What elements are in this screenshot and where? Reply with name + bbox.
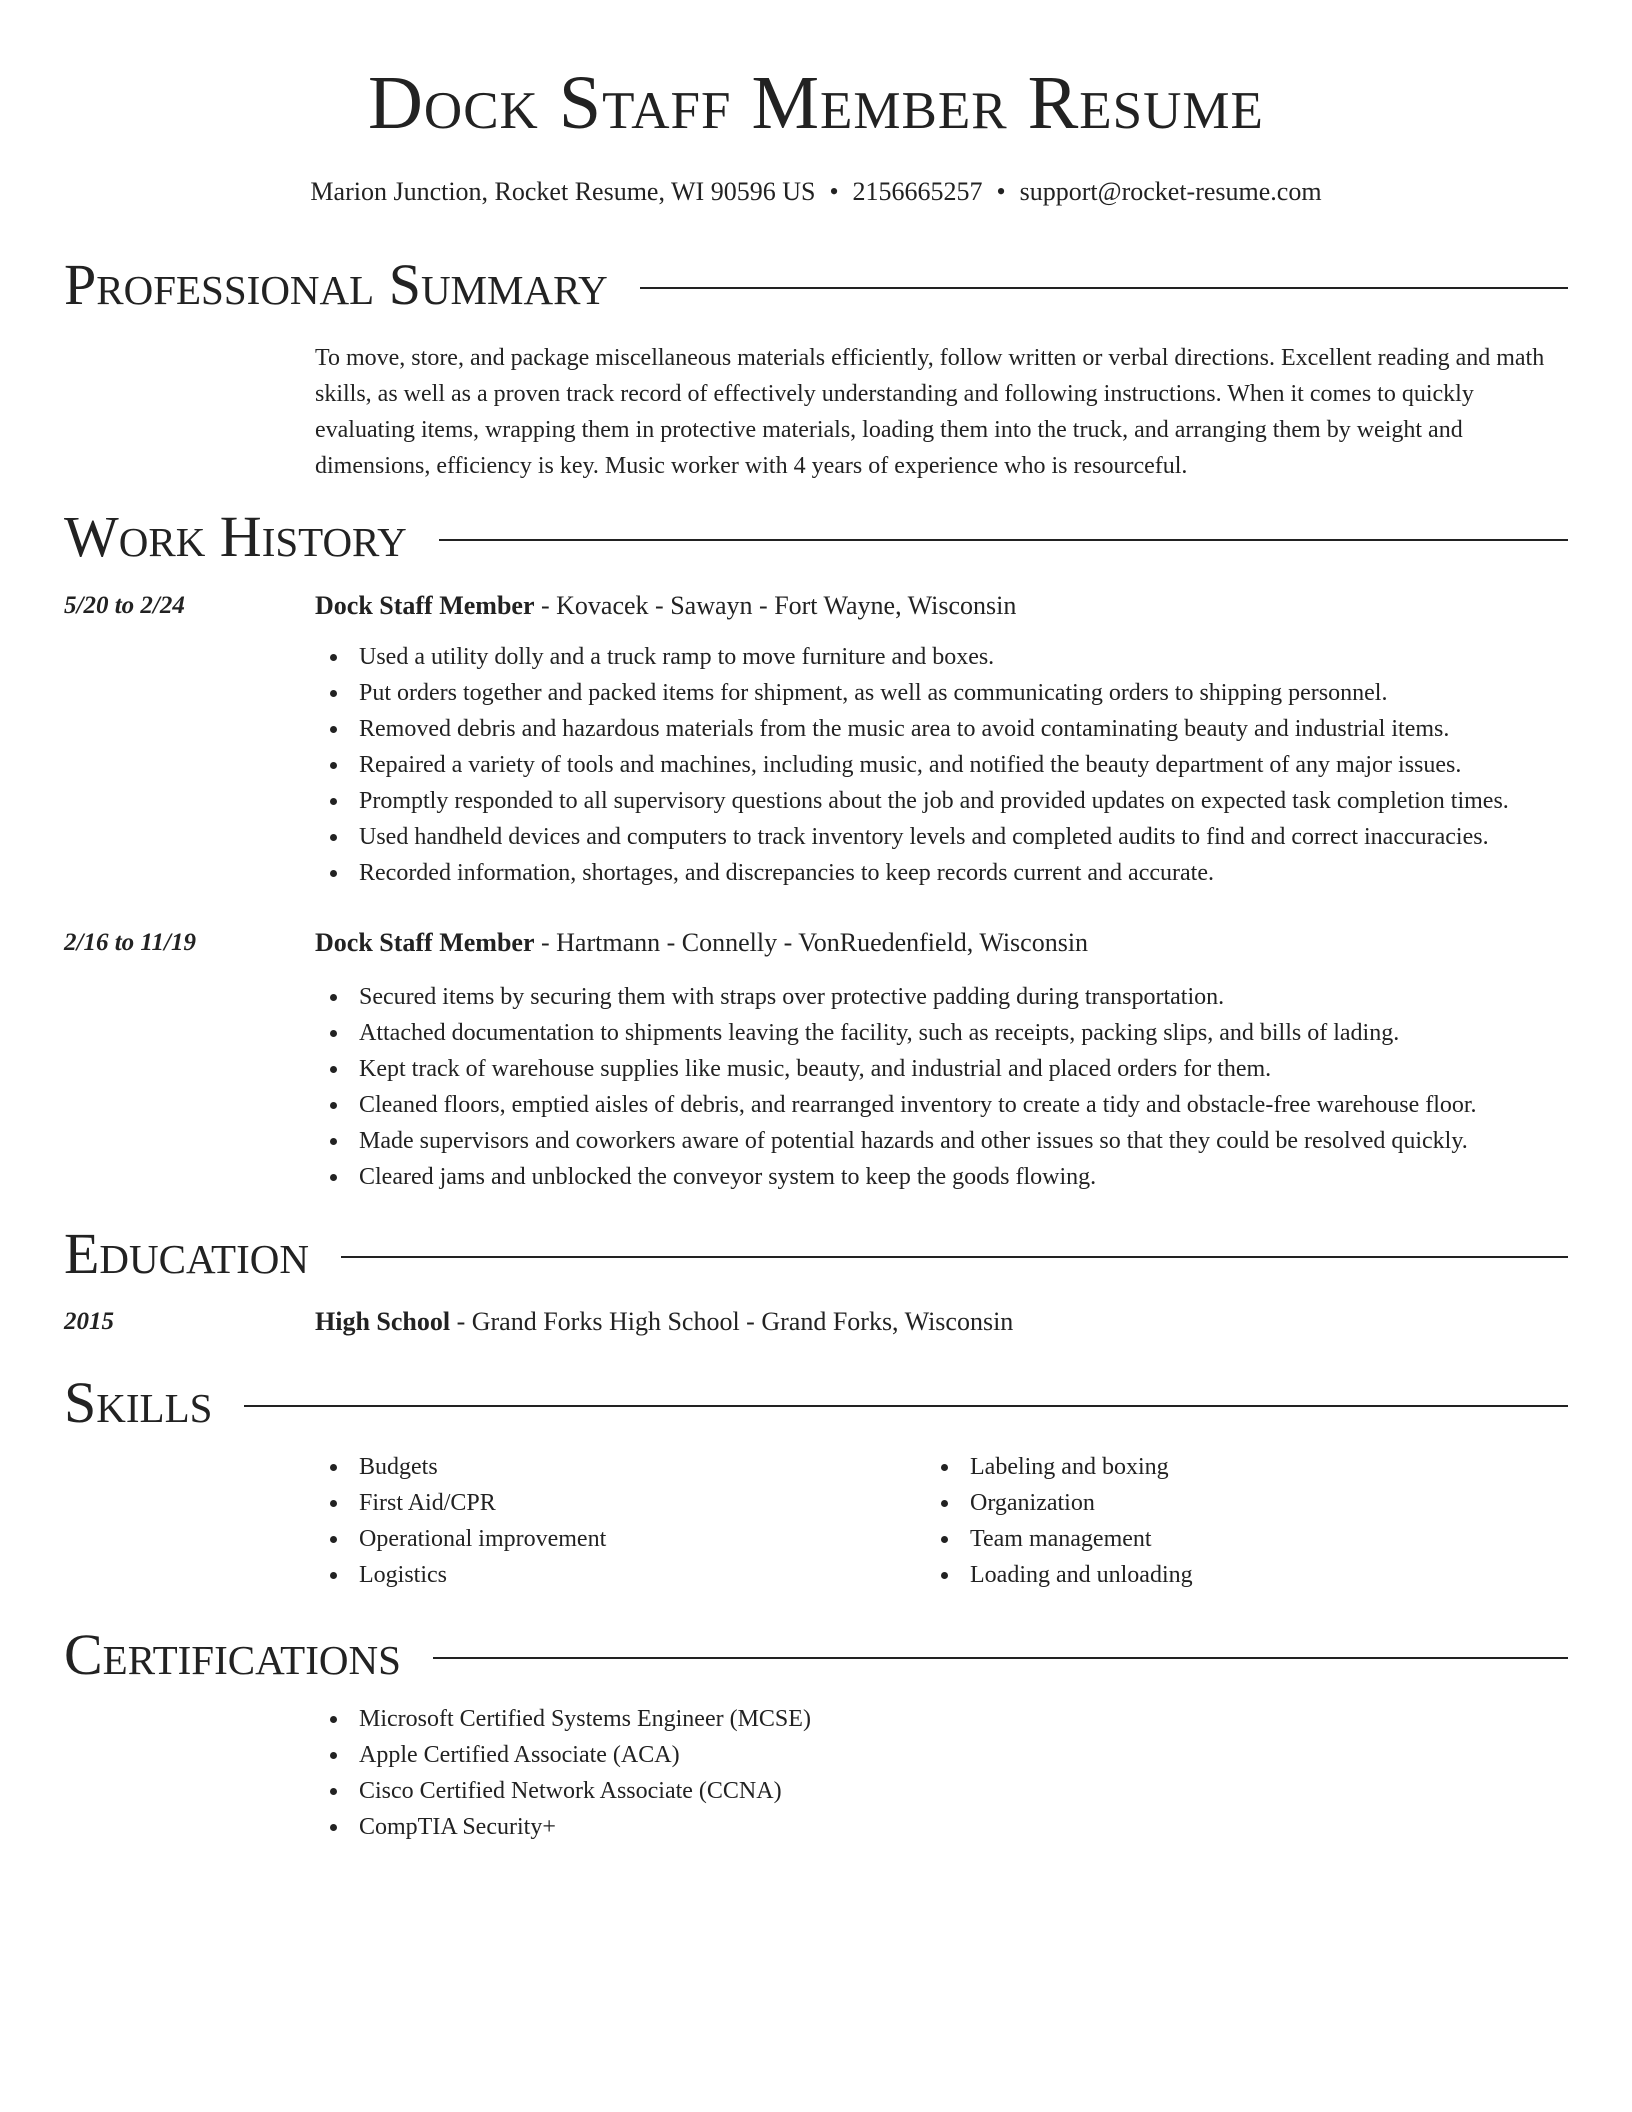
- section-header-work-history: [64, 504, 1568, 570]
- certification-item: Cisco Certified Network Associate (CCNA): [315, 1773, 811, 1809]
- skill-item: Labeling and boxing: [926, 1449, 1193, 1485]
- education-degree: High School: [315, 1307, 451, 1336]
- skill-item: Loading and unloading: [926, 1557, 1193, 1593]
- section-title-education: Education: [64, 1221, 309, 1286]
- section-header-summary: [64, 252, 1568, 318]
- section-divider: [341, 1256, 1568, 1258]
- certification-item: CompTIA Security+: [315, 1809, 811, 1845]
- job-bullet: Kept track of warehouse supplies like music, beauty, and industrial and placed orders for them.: [315, 1051, 1477, 1087]
- section-header-certifications: [64, 1622, 1568, 1688]
- job-bullet: Put orders together and packed items for shipment, as well as communicating orders to shipping personnel.: [315, 675, 1509, 711]
- job-bullets: [315, 979, 1477, 1195]
- resume-title: Dock Staff Member Resume: [368, 61, 1264, 145]
- job-bullet: Used a utility dolly and a truck ramp to move furniture and boxes.: [315, 639, 1509, 675]
- job-company: - Kovacek - Sawayn - Fort Wayne, Wisconsin: [534, 591, 1017, 620]
- job-bullet: Used handheld devices and computers to track inventory levels and completed audits to find and correct inaccuracies.: [315, 819, 1509, 855]
- certifications-list: [315, 1701, 811, 1845]
- skill-item: Team management: [926, 1521, 1193, 1557]
- skills-list-left: [315, 1449, 606, 1593]
- contact-address: Marion Junction, Rocket Resume, WI 90596 US: [310, 177, 816, 206]
- summary-text: To move, store, and package miscellaneous materials efficiently, follow written or verbal directions. Excellent reading and math skills, as well as a proven track record of effectively understanding and following instructions. When it comes to quickly evaluating items, wrapping them in protective materials, loading them into the truck, and arranging them by weight and dimensions, efficiency is key. Music worker with 4 years of experience who is resourceful.: [315, 345, 1545, 479]
- job-bullet: Attached documentation to shipments leaving the facility, such as receipts, packing slips, and bills of lading.: [315, 1015, 1477, 1051]
- job-bullet: Recorded information, shortages, and discrepancies to keep records current and accurate.: [315, 855, 1509, 891]
- section-divider: [433, 1657, 1568, 1659]
- job-dates: 2/16 to 11/19: [64, 929, 196, 956]
- job-title: Dock Staff Member: [315, 928, 535, 957]
- skill-item: Operational improvement: [315, 1521, 606, 1557]
- job-bullet: Repaired a variety of tools and machines, including music, and notified the beauty department of any major issues.: [315, 747, 1509, 783]
- job-bullet: Cleared jams and unblocked the conveyor system to keep the goods flowing.: [315, 1159, 1477, 1195]
- job-bullet: Made supervisors and coworkers aware of potential hazards and other issues so that they could be resolved quickly.: [315, 1123, 1477, 1159]
- job-dates: 5/20 to 2/24: [64, 592, 185, 619]
- education-heading: [315, 1304, 1568, 1340]
- job-heading: [315, 588, 1568, 624]
- certification-item: Apple Certified Associate (ACA): [315, 1737, 811, 1773]
- section-header-skills: [64, 1370, 1568, 1436]
- certification-item: Microsoft Certified Systems Engineer (MCSE): [315, 1701, 811, 1737]
- contact-separator: •: [996, 177, 1006, 206]
- section-divider: [640, 287, 1568, 289]
- contact-separator: •: [829, 177, 839, 206]
- skill-item: Organization: [926, 1485, 1193, 1521]
- section-divider: [244, 1405, 1568, 1407]
- education-school: - Grand Forks High School - Grand Forks, Wisconsin: [450, 1307, 1014, 1336]
- section-title-work-history: Work History: [64, 504, 407, 569]
- section-divider: [439, 539, 1568, 541]
- job-heading: [315, 925, 1568, 961]
- job-title: Dock Staff Member: [315, 591, 535, 620]
- job-company: - Hartmann - Connelly - VonRuedenfield, Wisconsin: [534, 928, 1089, 957]
- section-title-summary: Professional Summary: [64, 252, 608, 317]
- job-bullets: [315, 639, 1509, 891]
- contact-line: [64, 174, 1568, 210]
- contact-phone: 2156665257: [852, 177, 983, 206]
- education-year: 2015: [64, 1308, 114, 1335]
- contact-email: support@rocket-resume.com: [1019, 177, 1322, 206]
- job-bullet: Cleaned floors, emptied aisles of debris, and rearranged inventory to create a tidy and obstacle-free warehouse floor.: [315, 1087, 1477, 1123]
- job-bullet: Secured items by securing them with straps over protective padding during transportation.: [315, 979, 1477, 1015]
- skills-list-right: [926, 1449, 1193, 1593]
- section-title-certifications: Certifications: [64, 1622, 401, 1687]
- skill-item: First Aid/CPR: [315, 1485, 606, 1521]
- section-header-education: [64, 1221, 1568, 1287]
- resume-page: [64, 0, 1568, 2112]
- skill-item: Logistics: [315, 1557, 606, 1593]
- job-bullet: Removed debris and hazardous materials from the music area to avoid contaminating beauty and industrial items.: [315, 711, 1509, 747]
- job-bullet: Promptly responded to all supervisory questions about the job and provided updates on expected task completion times.: [315, 783, 1509, 819]
- skill-item: Budgets: [315, 1449, 606, 1485]
- section-title-skills: Skills: [64, 1370, 213, 1435]
